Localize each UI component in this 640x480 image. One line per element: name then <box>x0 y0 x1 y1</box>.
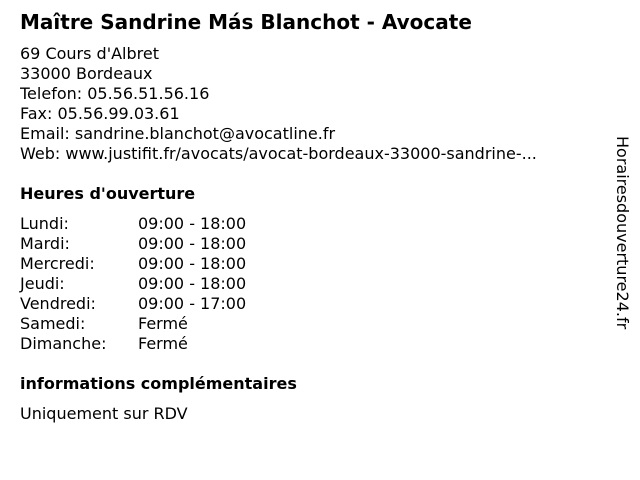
opening-hours-table <box>20 214 246 354</box>
hours-heading: Heures d'ouverture <box>20 184 196 203</box>
hours-row-sunday <box>20 334 246 354</box>
info-text: Uniquement sur RDV <box>20 404 188 423</box>
hours-row-wednesday <box>20 254 246 274</box>
day-label: Samedi: <box>20 314 86 333</box>
email-address: Email: sandrine.blanchot@avocatline.fr <box>20 124 336 143</box>
hours-row-friday <box>20 294 246 314</box>
day-label: Mardi: <box>20 234 70 253</box>
page-title: Maître Sandrine Más Blanchot - Avocate <box>20 10 472 34</box>
hours-row-tuesday <box>20 234 246 254</box>
hours-row-monday <box>20 214 246 234</box>
time-value: Fermé <box>138 334 188 353</box>
time-value: 09:00 - 18:00 <box>138 234 247 253</box>
fax-number: Fax: 05.56.99.03.61 <box>20 104 180 123</box>
day-label: Lundi: <box>20 214 69 233</box>
hours-row-saturday <box>20 314 246 334</box>
time-value: 09:00 - 17:00 <box>138 294 247 313</box>
info-heading: informations complémentaires <box>20 374 297 393</box>
day-label: Mercredi: <box>20 254 95 273</box>
phone-number: Telefon: 05.56.51.56.16 <box>20 84 210 103</box>
address-street: 69 Cours d'Albret <box>20 44 159 63</box>
day-label: Vendredi: <box>20 294 96 313</box>
hours-row-thursday <box>20 274 246 294</box>
contact-block <box>20 44 600 164</box>
time-value: 09:00 - 18:00 <box>138 214 247 233</box>
site-watermark: Horairesdouverture24.fr <box>613 136 632 330</box>
website-url: Web: www.justifit.fr/avocats/avocat-bordeaux-33000-sandrine-... <box>20 144 537 163</box>
day-label: Jeudi: <box>20 274 65 293</box>
address-city: 33000 Bordeaux <box>20 64 153 83</box>
time-value: 09:00 - 18:00 <box>138 254 247 273</box>
time-value: 09:00 - 18:00 <box>138 274 247 293</box>
day-label: Dimanche: <box>20 334 107 353</box>
time-value: Fermé <box>138 314 188 333</box>
